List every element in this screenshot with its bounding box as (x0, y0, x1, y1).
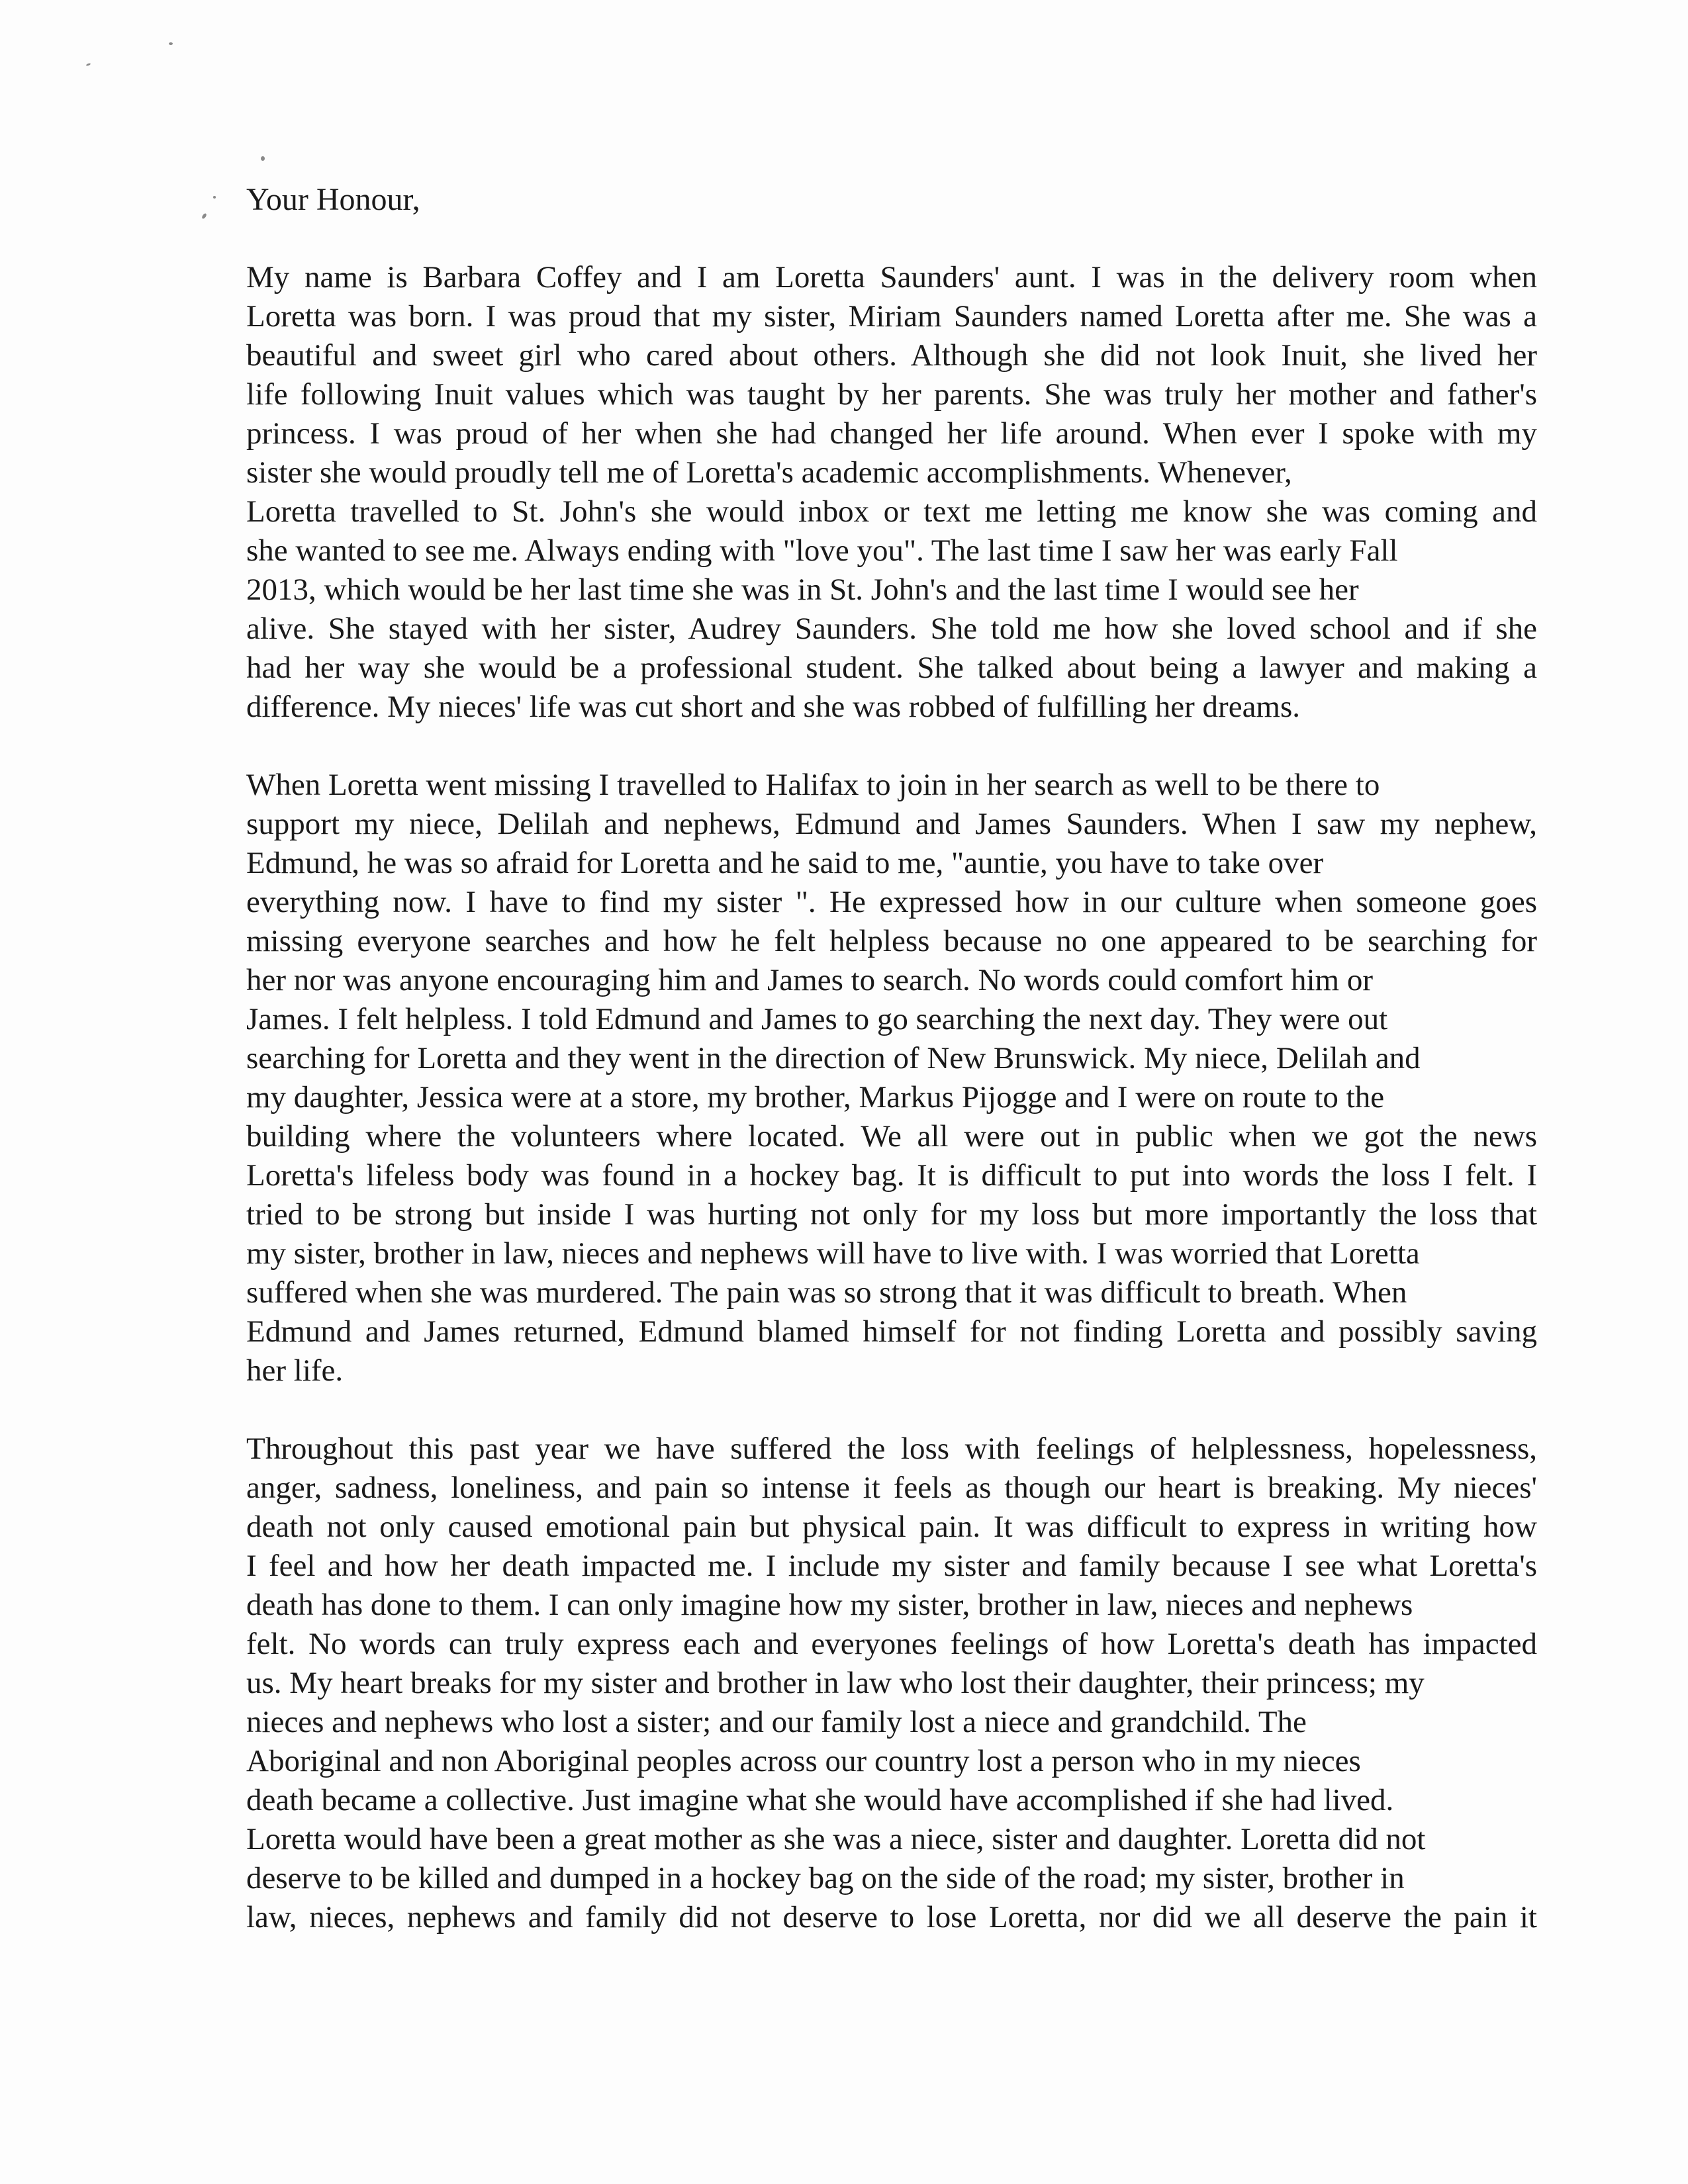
text-line: death has done to them. I can only imagine how my sister, brother in law, nieces and nephews (246, 1588, 1413, 1622)
text-line: James. I felt helpless. I told Edmund and James to go searching the next day. They were out (246, 1002, 1388, 1036)
paragraph-1 (246, 258, 1537, 727)
text-line: tried to be strong but inside I was hurting not only for my loss but more importantly the loss that (246, 1197, 1537, 1232)
scan-speck (213, 196, 216, 199)
text-line: Loretta travelled to St. John's she would inbox or text me letting me know she was coming and (246, 494, 1537, 529)
text-line: death became a collective. Just imagine what she would have accomplished if she had lived. (246, 1783, 1394, 1817)
text-line: Edmund, he was so afraid for Loretta and he said to me, "auntie, you have to take over (246, 846, 1324, 880)
text-line: When Loretta went missing I travelled to Halifax to join in her search as well to be there to (246, 768, 1380, 802)
text-line: law, nieces, nephews and family did not deserve to lose Loretta, nor did we all deserve the pain it (246, 1900, 1537, 1934)
text-line: I feel and how her death impacted me. I include my sister and family because I see what Loretta's (246, 1549, 1537, 1583)
scan-speck (86, 63, 91, 66)
scan-speck (169, 42, 173, 45)
text-line: life following Inuit values which was taught by her parents. She was truly her mother and father's (246, 377, 1537, 412)
text-line: my sister, brother in law, nieces and nephews will have to live with. I was worried that Loretta (246, 1236, 1420, 1271)
text-line: alive. She stayed with her sister, Audrey Saunders. She told me how she loved school and if she (246, 612, 1537, 646)
text-line: everything now. I have to find my sister ". He expressed how in our culture when someone goes (246, 885, 1537, 919)
text-line: my daughter, Jessica were at a store, my brother, Markus Pijogge and I were on route to the (246, 1080, 1385, 1115)
text-line: anger, sadness, loneliness, and pain so intense it feels as though our heart is breaking. My nieces' (246, 1471, 1537, 1505)
text-line: Aboriginal and non Aboriginal peoples across our country lost a person who in my nieces (246, 1744, 1361, 1778)
text-line: her life. (246, 1353, 344, 1388)
text-line: Throughout this past year we have suffered the loss with feelings of helplessness, hopelessness, (246, 1432, 1537, 1466)
text-line: support my niece, Delilah and nephews, Edmund and James Saunders. When I saw my nephew, (246, 807, 1537, 841)
text-line: Loretta would have been a great mother as she was a niece, sister and daughter. Loretta did not (246, 1822, 1426, 1856)
text-line: My name is Barbara Coffey and I am Loretta Saunders' aunt. I was in the delivery room when (246, 260, 1537, 295)
text-line: Edmund and James returned, Edmund blamed himself for not finding Loretta and possibly saving (246, 1314, 1537, 1349)
text-line: sister she would proudly tell me of Loretta's academic accomplishments. Whenever, (246, 455, 1292, 490)
salutation: Your Honour, (246, 182, 420, 217)
text-line: nieces and nephews who lost a sister; and our family lost a niece and grandchild. The (246, 1705, 1307, 1739)
letter-body (246, 180, 1537, 1976)
text-line: Loretta was born. I was proud that my sister, Miriam Saunders named Loretta after me. She was a (246, 299, 1537, 334)
text-line: beautiful and sweet girl who cared about others. Although she did not look Inuit, she lived her (246, 338, 1537, 373)
text-line: she wanted to see me. Always ending with "love you". The last time I saw her was early Fall (246, 533, 1398, 568)
text-line: searching for Loretta and they went in the direction of New Brunswick. My niece, Delilah and (246, 1041, 1421, 1075)
scan-speck (201, 212, 207, 219)
text-line: suffered when she was murdered. The pain was so strong that it was difficult to breath. When (246, 1275, 1407, 1310)
text-line: missing everyone searches and how he felt helpless because no one appeared to be searching for (246, 924, 1537, 958)
paragraph-2 (246, 766, 1537, 1390)
text-line: Loretta's lifeless body was found in a hockey bag. It is difficult to put into words the loss I felt. I (246, 1158, 1537, 1193)
text-line: us. My heart breaks for my sister and brother in law who lost their daughter, their princess; my (246, 1666, 1425, 1700)
text-line: princess. I was proud of her when she had changed her life around. When ever I spoke with my (246, 416, 1537, 451)
scan-speck (261, 156, 265, 161)
text-line: deserve to be killed and dumped in a hockey bag on the side of the road; my sister, brother in (246, 1861, 1405, 1895)
text-line: death not only caused emotional pain but physical pain. It was difficult to express in writing how (246, 1510, 1537, 1544)
text-line: building where the volunteers where located. We all were out in public when we got the news (246, 1119, 1537, 1154)
text-line: difference. My nieces' life was cut short and she was robbed of fulfilling her dreams. (246, 690, 1301, 724)
text-line: felt. No words can truly express each and everyones feelings of how Loretta's death has impacted (246, 1627, 1537, 1661)
text-line: her nor was anyone encouraging him and James to search. No words could comfort him or (246, 963, 1373, 997)
paragraph-3 (246, 1430, 1537, 1937)
text-line: 2013, which would be her last time she was in St. John's and the last time I would see her (246, 572, 1359, 607)
text-line: had her way she would be a professional student. She talked about being a lawyer and making a (246, 651, 1537, 685)
